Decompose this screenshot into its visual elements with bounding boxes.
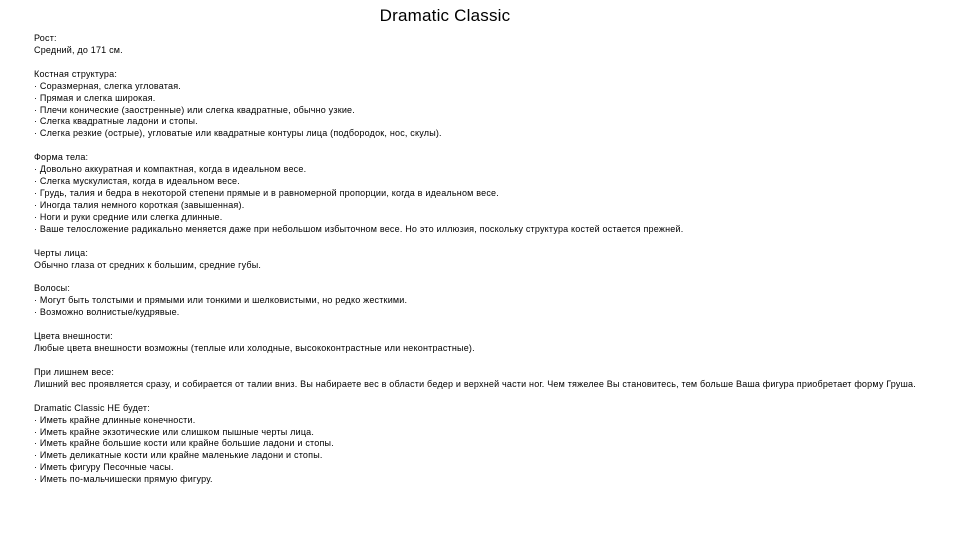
text-line: · Довольно аккуратная и компактная, когда в идеальном весе.: [34, 164, 307, 175]
text-line: Обычно глаза от средних к большим, средние губы.: [34, 259, 262, 270]
text-line: · Слегка мускулистая, когда в идеальном весе.: [34, 176, 240, 187]
text-line: · Соразмерная, слегка угловатая.: [34, 80, 181, 91]
section-heading: При лишнем весе:: [34, 366, 115, 377]
section-heading: Форма тела:: [34, 152, 89, 163]
text-line: · Иметь крайне длинные конечности.: [34, 414, 196, 425]
text-line: · Грудь, талия и бедра в некоторой степени прямые и в равномерной пропорции, когда в идеальном весе.: [34, 187, 499, 198]
section-heading: Волосы:: [34, 283, 71, 294]
text-line: · Слегка квадратные ладони и стопы.: [34, 116, 198, 127]
text-line: · Иметь по-мальчишески прямую фигуру.: [34, 474, 213, 485]
text-line: · Слегка резкие (острые), угловатые или квадратные контуры лица (подбородок, нос, скулы).: [34, 128, 442, 139]
section-heading: Рост:: [34, 33, 57, 43]
text-line: · Ноги и руки средние или слегка длинные.: [34, 211, 223, 222]
text-line: Любые цвета внешности возможны (теплые или холодные, высококонтрастные или неконтрастные).: [34, 343, 475, 354]
text-line: · Прямая и слегка широкая.: [34, 92, 156, 103]
text-line: · Плечи конические (заостренные) или слегка квадратные, обычно узкие.: [34, 104, 355, 115]
section: [34, 283, 946, 319]
section: [34, 403, 946, 486]
document-body: [34, 33, 946, 498]
text-line: · Ваше телосложение радикально меняется даже при небольшом избыточном весе. Но это иллюзия, поскольку структура костей остается прежней.: [34, 223, 684, 234]
section: [34, 367, 946, 391]
text-line: · Возможно волнистые/кудрявые.: [34, 307, 180, 318]
section: [34, 331, 946, 355]
page-title: Dramatic Classic: [379, 6, 511, 25]
section: [34, 248, 946, 272]
text-line: Средний, до 171 см.: [34, 44, 123, 55]
text-line: · Иметь крайне экзотические или слишком пышные черты лица.: [34, 426, 315, 437]
section: [34, 152, 946, 235]
section-heading: Цвета внешности:: [34, 331, 113, 342]
text-line: · Иногда талия немного короткая (завышенная).: [34, 199, 245, 210]
section: [34, 69, 946, 140]
section: [34, 33, 946, 57]
section-heading: Dramatic Classic НЕ будет:: [34, 402, 150, 413]
text-line: · Иметь фигуру Песочные часы.: [34, 462, 174, 473]
section-heading: Черты лица:: [34, 247, 89, 258]
text-line: Лишний вес проявляется сразу, и собирается от талии вниз. Вы набираете вес в области бедер и верхней части ног. Чем тяжелее Вы становитесь, тем больше Ваша фигура приобретает форму Груша.: [34, 378, 916, 389]
text-line: · Иметь крайне большие кости или крайне большие ладони и стопы.: [34, 438, 334, 449]
section-heading: Костная структура:: [34, 68, 118, 79]
text-line: · Могут быть толстыми и прямыми или тонкими и шелковистыми, но редко жесткими.: [34, 295, 408, 306]
text-line: · Иметь деликатные кости или крайне маленькие ладони и стопы.: [34, 450, 323, 461]
